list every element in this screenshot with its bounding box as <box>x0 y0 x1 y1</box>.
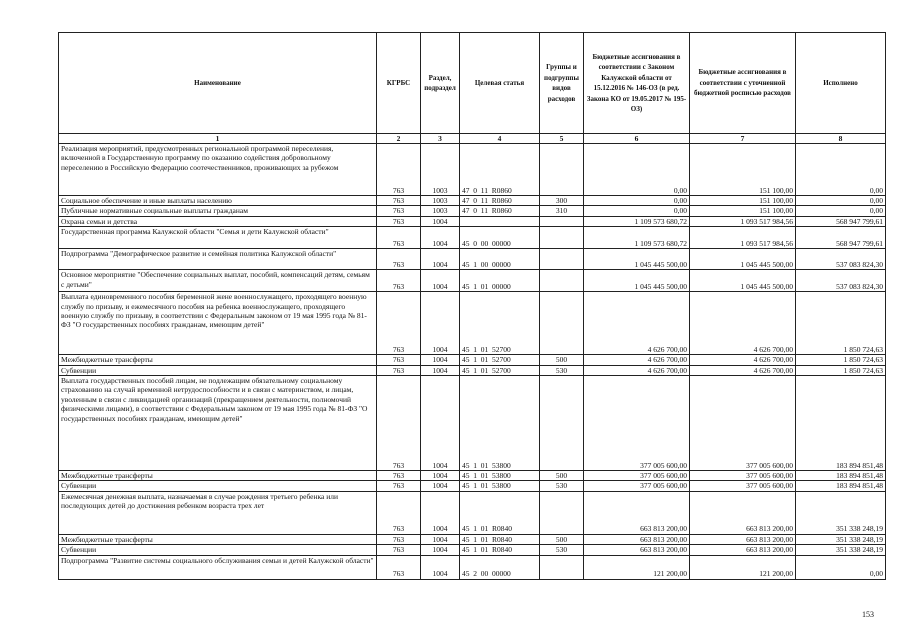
header-target: Целевая статья <box>460 33 540 134</box>
row-executed: 1 850 724,63 <box>796 365 886 375</box>
row-executed: 183 894 851,48 <box>796 471 886 481</box>
row-refined-allocation: 663 813 200,00 <box>690 491 796 534</box>
header-name: Наименование <box>59 33 377 134</box>
row-refined-allocation: 377 005 600,00 <box>690 471 796 481</box>
row-kgrbs: 763 <box>377 355 421 365</box>
row-kgrbs: 763 <box>377 292 421 355</box>
row-kgrbs: 763 <box>377 481 421 491</box>
row-refined-allocation: 151 100,00 <box>690 144 796 196</box>
column-number: 1 <box>59 134 377 144</box>
table-row <box>59 471 886 481</box>
row-group: 310 <box>540 206 584 216</box>
row-kgrbs: 763 <box>377 206 421 216</box>
row-name: Субвенции <box>59 481 377 491</box>
row-refined-allocation: 121 200,00 <box>690 555 796 579</box>
row-law-allocation: 1 109 573 680,72 <box>584 227 690 249</box>
row-target <box>460 216 540 226</box>
row-section: 1004 <box>421 555 460 579</box>
row-section: 1004 <box>421 249 460 270</box>
row-law-allocation: 1 045 445 500,00 <box>584 249 690 270</box>
row-group: 530 <box>540 365 584 375</box>
row-executed: 0,00 <box>796 196 886 206</box>
row-law-allocation: 1 045 445 500,00 <box>584 270 690 292</box>
row-target: 45 1 01 53800 <box>460 471 540 481</box>
header-section: Раздел, подраздел <box>421 33 460 134</box>
table-row <box>59 545 886 555</box>
row-name: Выплата единовременного пособия беременной жене военнослужащего, проходящего военную службу по призыву, и ежемесячного пособия на ребенка военнослужащего, проходящего военную службу по призыву, в соответствии с Федеральным законом от 19 мая 1995 года № 81-ФЗ "О государственных пособиях гражданам, имеющим детей" <box>59 292 377 355</box>
row-target: 45 0 00 00000 <box>460 227 540 249</box>
row-kgrbs: 763 <box>377 471 421 481</box>
row-name: Социальное обеспечение и иные выплаты населению <box>59 196 377 206</box>
column-number: 2 <box>377 134 421 144</box>
row-kgrbs: 763 <box>377 144 421 196</box>
row-group: 500 <box>540 355 584 365</box>
row-kgrbs: 763 <box>377 376 421 471</box>
row-kgrbs: 763 <box>377 555 421 579</box>
row-law-allocation: 0,00 <box>584 196 690 206</box>
row-law-allocation: 663 813 200,00 <box>584 545 690 555</box>
row-refined-allocation: 4 626 700,00 <box>690 355 796 365</box>
row-target: 45 1 01 53800 <box>460 376 540 471</box>
row-group <box>540 491 584 534</box>
row-section: 1004 <box>421 355 460 365</box>
row-executed: 0,00 <box>796 206 886 216</box>
row-section: 1004 <box>421 292 460 355</box>
row-kgrbs: 763 <box>377 216 421 226</box>
row-section: 1004 <box>421 270 460 292</box>
row-executed: 183 894 851,48 <box>796 376 886 471</box>
row-group: 300 <box>540 196 584 206</box>
row-name: Подпрограмма "Развитие системы социального обслуживания семьи и детей Калужской области" <box>59 555 377 579</box>
row-group <box>540 376 584 471</box>
row-target: 45 1 01 R0840 <box>460 491 540 534</box>
row-name: Выплата государственных пособий лицам, не подлежащим обязательному социальному страхованию на случай временной нетрудоспособности и в связи с материнством, и лицам, уволенным в связи с ликвидацией организаций (прекращением деятельности, полномочий физическими лицами), в соответствии с Федеральным законом от 19 мая 1995 года № 81-ФЗ "О государственных пособиях гражданам, имеющим детей" <box>59 376 377 471</box>
row-law-allocation: 0,00 <box>584 144 690 196</box>
row-law-allocation: 377 005 600,00 <box>584 481 690 491</box>
table-row <box>59 376 886 471</box>
budget-table <box>58 32 886 580</box>
row-section: 1004 <box>421 376 460 471</box>
row-section: 1004 <box>421 471 460 481</box>
row-group <box>540 292 584 355</box>
header-groups: Группы и подгруппы видов расходов <box>540 33 584 134</box>
column-number: 5 <box>540 134 584 144</box>
row-law-allocation: 377 005 600,00 <box>584 471 690 481</box>
row-group <box>540 216 584 226</box>
row-name: Государственная программа Калужской области "Семья и дети Калужской области" <box>59 227 377 249</box>
row-law-allocation: 0,00 <box>584 206 690 216</box>
row-kgrbs: 763 <box>377 545 421 555</box>
table-row <box>59 292 886 355</box>
row-group: 500 <box>540 471 584 481</box>
row-group <box>540 555 584 579</box>
column-number: 6 <box>584 134 690 144</box>
table-row <box>59 534 886 544</box>
table-row <box>59 365 886 375</box>
row-name: Основное мероприятие "Обеспечение социальных выплат, пособий, компенсаций детям, семьям с детьми" <box>59 270 377 292</box>
row-refined-allocation: 663 813 200,00 <box>690 545 796 555</box>
row-target: 45 1 01 00000 <box>460 270 540 292</box>
row-law-allocation: 377 005 600,00 <box>584 376 690 471</box>
header-law-allocations: Бюджетные ассигнования в соответствии с Законом Калужской области от 15.12.2016 № 146-ОЗ (в ред. Закона КО от 19.05.2017 № 195-ОЗ) <box>584 33 690 134</box>
row-section: 1004 <box>421 227 460 249</box>
row-executed: 183 894 851,48 <box>796 481 886 491</box>
row-section: 1003 <box>421 206 460 216</box>
row-target: 47 0 11 R0860 <box>460 144 540 196</box>
row-name: Межбюджетные трансферты <box>59 534 377 544</box>
row-refined-allocation: 377 005 600,00 <box>690 376 796 471</box>
row-target: 47 0 11 R0860 <box>460 196 540 206</box>
row-executed: 0,00 <box>796 144 886 196</box>
table-row <box>59 216 886 226</box>
row-target: 45 1 00 00000 <box>460 249 540 270</box>
row-refined-allocation: 1 093 517 984,56 <box>690 227 796 249</box>
row-refined-allocation: 4 626 700,00 <box>690 292 796 355</box>
table-row <box>59 144 886 196</box>
row-law-allocation: 4 626 700,00 <box>584 365 690 375</box>
row-refined-allocation: 1 045 445 500,00 <box>690 270 796 292</box>
row-group <box>540 144 584 196</box>
row-name: Ежемесячная денежная выплата, назначаемая в случае рождения третьего ребенка или последующих детей до достижения ребенком возраста трех лет <box>59 491 377 534</box>
table-row <box>59 355 886 365</box>
row-law-allocation: 1 109 573 680,72 <box>584 216 690 226</box>
row-executed: 1 850 724,63 <box>796 355 886 365</box>
row-name: Субвенции <box>59 545 377 555</box>
row-kgrbs: 763 <box>377 491 421 534</box>
row-kgrbs: 763 <box>377 196 421 206</box>
row-section: 1004 <box>421 545 460 555</box>
table-row <box>59 481 886 491</box>
row-executed: 351 338 248,19 <box>796 491 886 534</box>
header-refined-allocations: Бюджетные ассигнования в соответствии с уточненной бюджетной росписью расходов <box>690 33 796 134</box>
row-executed: 351 338 248,19 <box>796 534 886 544</box>
column-number-row <box>59 134 886 144</box>
table-row <box>59 249 886 270</box>
row-section: 1004 <box>421 534 460 544</box>
row-target: 45 1 01 R0840 <box>460 545 540 555</box>
row-section: 1003 <box>421 196 460 206</box>
row-group <box>540 227 584 249</box>
row-refined-allocation: 4 626 700,00 <box>690 365 796 375</box>
row-kgrbs: 763 <box>377 270 421 292</box>
table-row <box>59 555 886 579</box>
column-number: 3 <box>421 134 460 144</box>
table-row <box>59 227 886 249</box>
row-group <box>540 270 584 292</box>
row-executed: 0,00 <box>796 555 886 579</box>
column-number: 8 <box>796 134 886 144</box>
row-refined-allocation: 151 100,00 <box>690 206 796 216</box>
row-law-allocation: 4 626 700,00 <box>584 292 690 355</box>
row-target: 45 1 01 R0840 <box>460 534 540 544</box>
row-name: Реализация мероприятий, предусмотренных региональной программой переселения, включенной в Государственную программу по оказанию содействия добровольному переселению в Российскую Федерацию соотечественников, проживающих за рубежом <box>59 144 377 196</box>
row-name: Субвенции <box>59 365 377 375</box>
row-name: Межбюджетные трансферты <box>59 355 377 365</box>
header-executed: Исполнено <box>796 33 886 134</box>
row-executed: 537 083 824,30 <box>796 249 886 270</box>
row-refined-allocation: 377 005 600,00 <box>690 481 796 491</box>
row-refined-allocation: 663 813 200,00 <box>690 534 796 544</box>
row-section: 1003 <box>421 144 460 196</box>
row-section: 1004 <box>421 481 460 491</box>
header-kgrbs: КГРБС <box>377 33 421 134</box>
row-law-allocation: 121 200,00 <box>584 555 690 579</box>
row-kgrbs: 763 <box>377 249 421 270</box>
column-number: 7 <box>690 134 796 144</box>
row-target: 45 1 01 52700 <box>460 355 540 365</box>
row-target: 45 1 01 53800 <box>460 481 540 491</box>
row-target: 45 1 01 52700 <box>460 365 540 375</box>
row-section: 1004 <box>421 365 460 375</box>
row-law-allocation: 663 813 200,00 <box>584 491 690 534</box>
row-name: Подпрограмма "Демографическое развитие и семейная политика Калужской области" <box>59 249 377 270</box>
row-kgrbs: 763 <box>377 365 421 375</box>
row-executed: 568 947 799,61 <box>796 227 886 249</box>
row-refined-allocation: 1 045 445 500,00 <box>690 249 796 270</box>
table-row <box>59 196 886 206</box>
row-executed: 1 850 724,63 <box>796 292 886 355</box>
row-target: 45 2 00 00000 <box>460 555 540 579</box>
row-name: Публичные нормативные социальные выплаты гражданам <box>59 206 377 216</box>
row-name: Охрана семьи и детства <box>59 216 377 226</box>
row-group <box>540 249 584 270</box>
row-group: 530 <box>540 481 584 491</box>
row-law-allocation: 663 813 200,00 <box>584 534 690 544</box>
row-executed: 351 338 248,19 <box>796 545 886 555</box>
row-executed: 537 083 824,30 <box>796 270 886 292</box>
row-executed: 568 947 799,61 <box>796 216 886 226</box>
row-target: 45 1 01 52700 <box>460 292 540 355</box>
row-target: 47 0 11 R0860 <box>460 206 540 216</box>
row-group: 530 <box>540 545 584 555</box>
row-name: Межбюджетные трансферты <box>59 471 377 481</box>
row-section: 1004 <box>421 491 460 534</box>
page-number: 153 <box>862 610 874 619</box>
row-refined-allocation: 1 093 517 984,56 <box>690 216 796 226</box>
column-number: 4 <box>460 134 540 144</box>
table-row <box>59 206 886 216</box>
row-refined-allocation: 151 100,00 <box>690 196 796 206</box>
row-kgrbs: 763 <box>377 227 421 249</box>
row-kgrbs: 763 <box>377 534 421 544</box>
row-section: 1004 <box>421 216 460 226</box>
row-group: 500 <box>540 534 584 544</box>
row-law-allocation: 4 626 700,00 <box>584 355 690 365</box>
table-row <box>59 270 886 292</box>
table-row <box>59 491 886 534</box>
table-header-row <box>59 33 886 134</box>
